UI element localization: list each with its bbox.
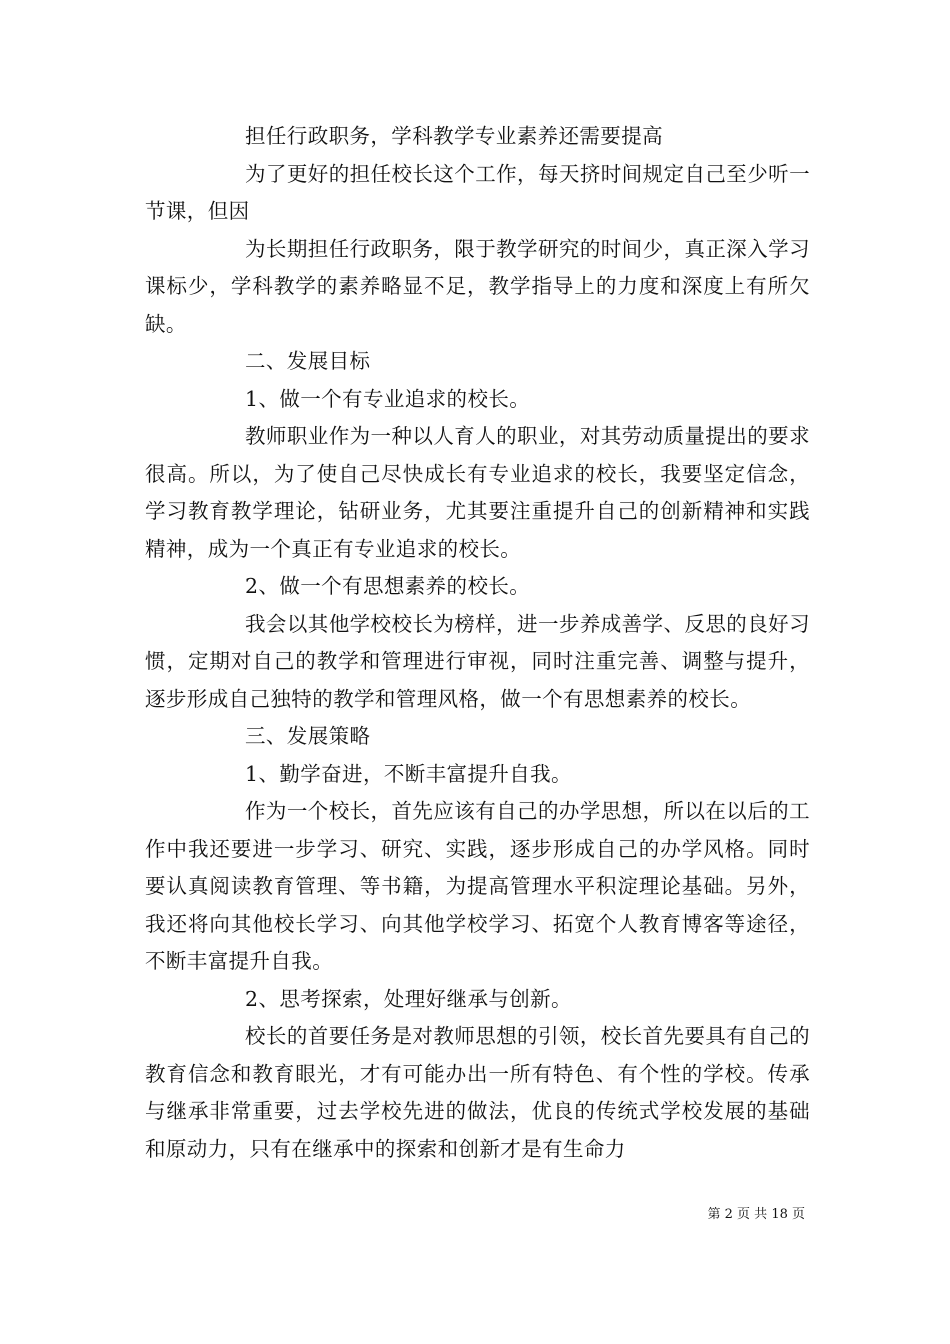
paragraph: 为了更好的担任校长这个工作，每天挤时间规定自己至少听一节课，但因 — [145, 161, 810, 223]
section-heading: 三、发展策略 — [245, 724, 371, 748]
paragraph: 为长期担任行政职务，限于教学研究的时间少，真正深入学习课标少，学科教学的素养略显不足，教学指导上的力度和深度上有所欠缺。 — [145, 236, 810, 336]
paragraph: 我会以其他学校校长为榜样，进一步养成善学、反思的良好习惯，定期对自己的教学和管理进行审视，同时注重完善、调整与提升，逐步形成自己独特的教学和管理风格，做一个有思想素养的校长。 — [145, 611, 810, 711]
document-body — [145, 118, 810, 1168]
subheading: 2、思考探索，处理好继承与创新。 — [245, 986, 572, 1011]
section-heading: 二、发展目标 — [245, 349, 371, 373]
paragraph: 教师职业作为一种以人育人的职业，对其劳动质量提出的要求很高。所以，为了使自己尽快成长有专业追求的校长，我要坚定信念，学习教育教学理论，钻研业务，尤其要注重提升自己的创新精神和实践精神，成为一个真正有专业追求的校长。 — [145, 424, 810, 561]
page-number-footer: 第 2 页 共 18 页 — [707, 1207, 805, 1222]
subheading: 1、做一个有专业追求的校长。 — [245, 386, 531, 411]
subheading: 1、勤学奋进，不断丰富提升自我。 — [245, 761, 572, 786]
subheading: 2、做一个有思想素养的校长。 — [245, 574, 531, 598]
paragraph: 校长的首要任务是对教师思想的引领，校长首先要具有自己的教育信念和教育眼光，才有可能办出一所有特色、有个性的学校。传承与继承非常重要，过去学校先进的做法，优良的传统式学校发展的基础和原动力，只有在继承中的探索和创新才是有生命力 — [145, 1024, 810, 1161]
paragraph: 担任行政职务，学科教学专业素养还需要提高 — [245, 124, 663, 148]
paragraph: 作为一个校长，首先应该有自己的办学思想，所以在以后的工作中我还要进一步学习、研究、实践，逐步形成自己的办学风格。同时要认真阅读教育管理、等书籍，为提高管理水平积淀理论基础。另外，我还将向其他校长学习、向其他学校学习、拓宽个人教育博客等途径，不断丰富提升自我。 — [145, 799, 810, 973]
